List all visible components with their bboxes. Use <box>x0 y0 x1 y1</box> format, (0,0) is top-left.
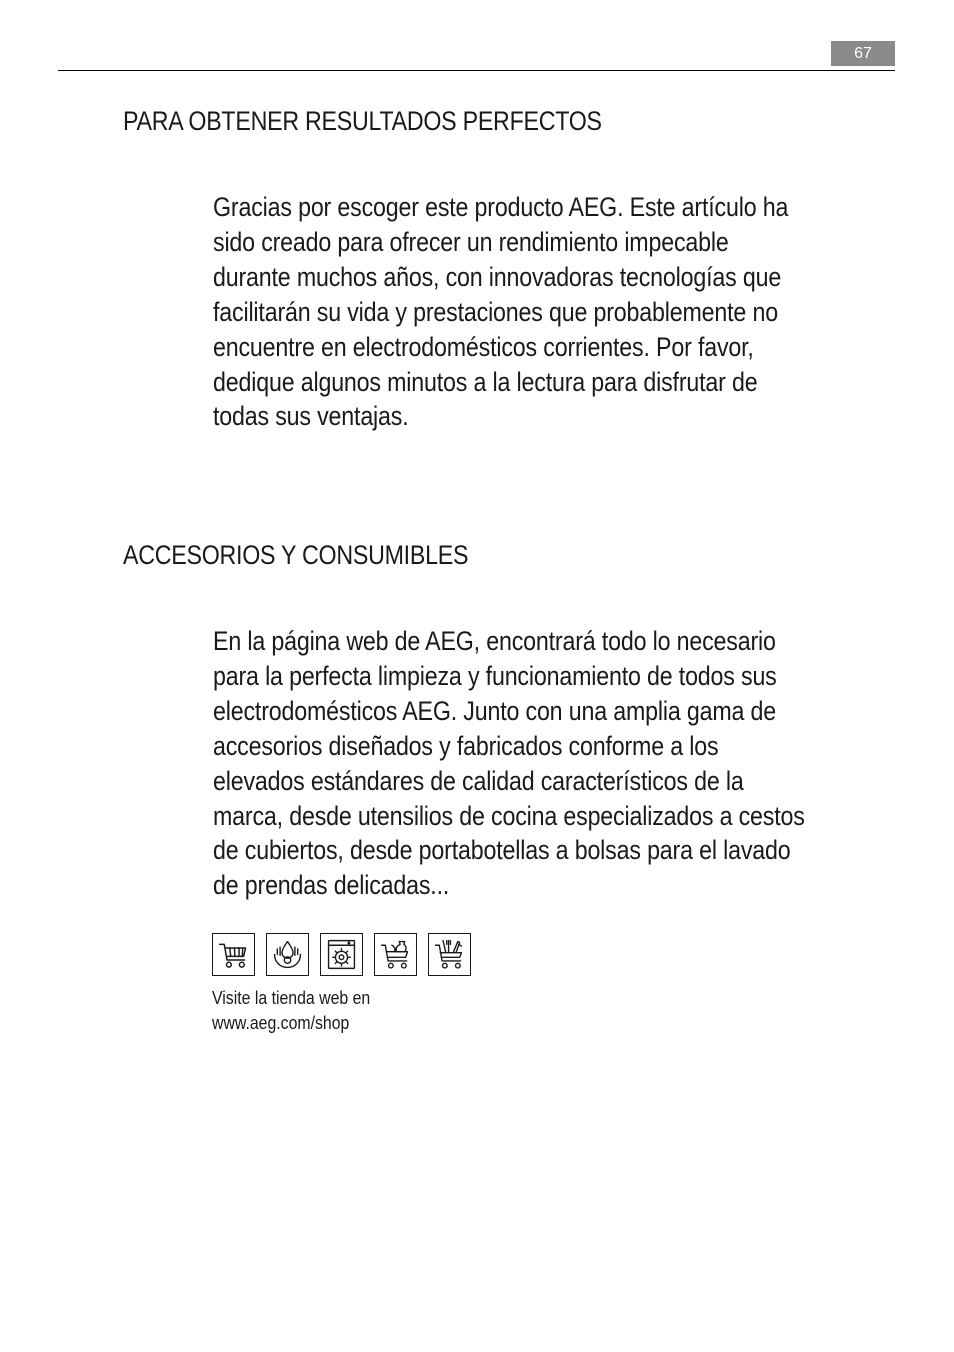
paragraph-line: Gracias por escoger este producto AEG. Este artículo ha <box>213 192 789 222</box>
paragraph-line: dedique algunos minutos a la lectura para disfrutar de <box>213 366 758 397</box>
paragraph-line: facilitarán su vida y prestaciones que probablemente no <box>213 296 778 327</box>
section-heading-accessories: ACCESORIOS Y CONSUMIBLES <box>123 540 469 570</box>
caption-text: Visite la tienda web en <box>212 988 371 1008</box>
paragraph-line: para la perfecta limpieza y funcionamiento de todos sus <box>213 660 777 691</box>
section-heading-results: PARA OBTENER RESULTADOS PERFECTOS <box>123 106 602 136</box>
appliance-gear-icon <box>320 933 363 976</box>
paragraph-line: durante muchos años, con innovadoras tecnologías que <box>213 261 782 292</box>
shop-icons <box>212 933 471 976</box>
paragraph-line: electrodomésticos AEG. Junto con una amplia gama de <box>213 695 777 726</box>
paragraph-line: accesorios diseñados y fabricados conforme a los <box>213 730 719 761</box>
section-paragraph-results <box>213 190 875 434</box>
paragraph-line: En la página web de AEG, encontrará todo lo necesario <box>213 626 776 656</box>
header-rule <box>58 70 895 71</box>
paragraph-line: marca, desde utensilios de cocina especializados a cestos <box>213 800 805 831</box>
shopping-cart-icon <box>212 933 255 976</box>
paragraph-line: sido creado para ofrecer un rendimiento impecable <box>213 226 729 257</box>
shop-caption <box>212 986 370 1036</box>
paragraph-line: de cubiertos, desde portabotellas a bolsas para el lavado <box>213 835 791 866</box>
paragraph-line: de prendas delicadas... <box>213 870 450 901</box>
page-number: 67 <box>831 41 895 66</box>
paragraph-line: todas sus ventajas. <box>213 401 409 432</box>
hands-drop-icon <box>266 933 309 976</box>
cart-bottle-icon <box>374 933 417 976</box>
shop-url[interactable]: www.aeg.com/shop <box>212 1013 350 1033</box>
paragraph-line: elevados estándares de calidad característicos de la <box>213 765 744 796</box>
paragraph-line: encuentre en electrodomésticos corrientes. Por favor, <box>213 331 754 362</box>
cart-utensils-icon <box>428 933 471 976</box>
section-paragraph-accessories <box>213 624 875 903</box>
